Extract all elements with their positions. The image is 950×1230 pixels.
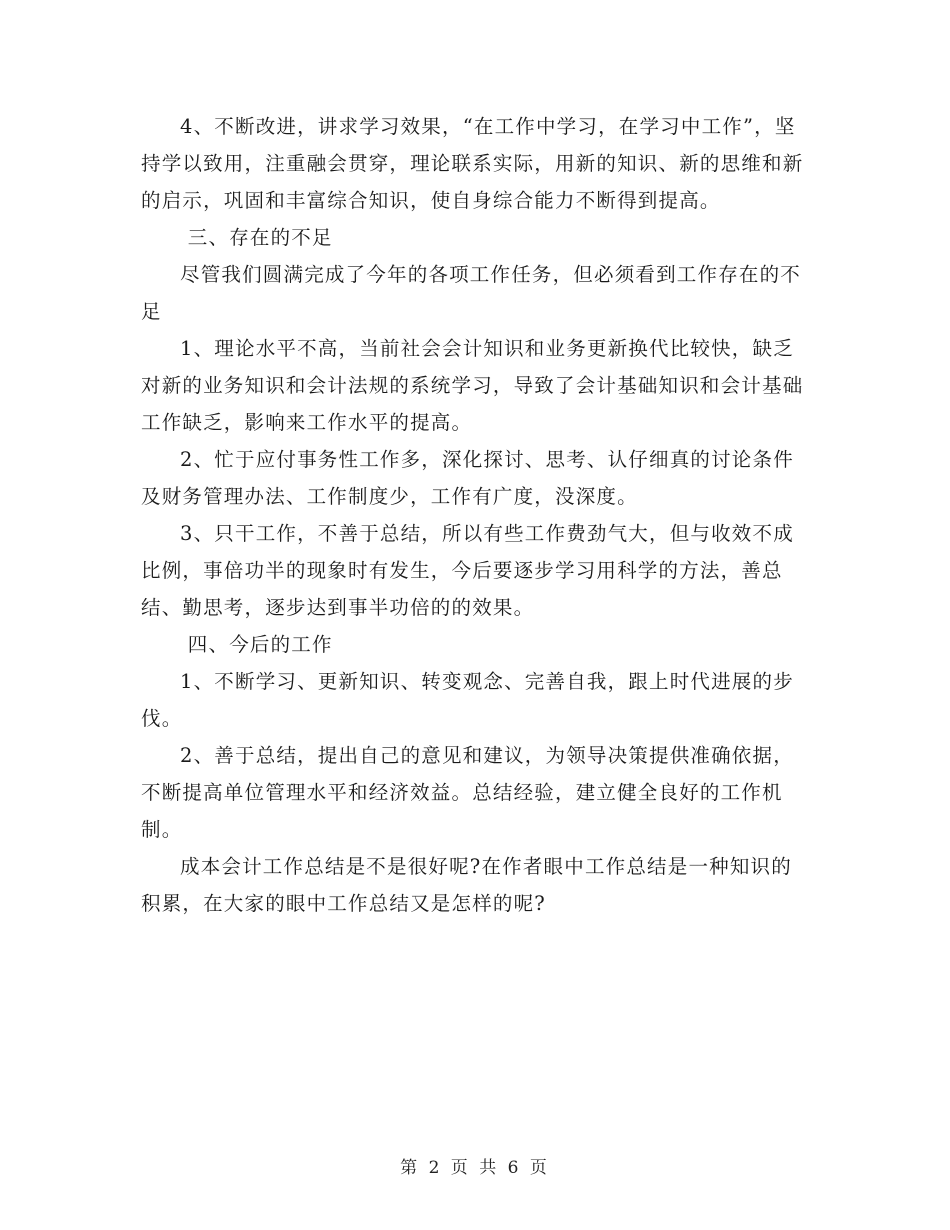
- page-number-footer: 第 2 页 共 6 页: [400, 1158, 550, 1178]
- paragraph-closing: 成本会计工作总结是不是很好呢?在作者眼中工作总结是一种知识的积累，在大家的眼中工作总结又是怎样的呢?: [141, 855, 792, 915]
- section-heading-shortcomings: 三、存在的不足: [187, 226, 333, 249]
- paragraph-shortcoming-1: 1、理论水平不高，当前社会会计知识和业务更新换代比较快，缺乏对新的业务知识和会计法规的系统学习，导致了会计基础知识和会计基础工作缺乏，影响来工作水平的提高。: [141, 337, 804, 434]
- paragraph-future-1: 1、不断学习、更新知识、转变观念、完善自我，跟上时代进展的步伐。: [141, 670, 794, 730]
- paragraph-future-2: 2、善于总结，提出自己的意见和建议，为领导决策提供准确依据，不断提高单位管理水平和经济效益。总结经验，建立健全良好的工作机制。: [141, 744, 794, 841]
- document-body: [141, 108, 811, 922]
- section-heading-future-work: 四、今后的工作: [187, 633, 333, 656]
- paragraph-shortcoming-3: 3、只干工作，不善于总结，所以有些工作费劲气大，但与收效不成比例，事倍功半的现象时有发生，今后要逐步学习用科学的方法，善总结、勤思考，逐步达到事半功倍的的效果。: [141, 522, 794, 619]
- paragraph-point-4-improve: 4、不断改进，讲求学习效果，“在工作中学习，在学习中工作”，坚持学以致用，注重融会贯穿，理论联系实际，用新的知识、新的思维和新的启示，巩固和丰富综合知识，使自身综合能力不断得到提高。: [141, 115, 804, 212]
- paragraph-shortcoming-2: 2、忙于应付事务性工作多，深化探讨、思考、认仔细真的讨论条件及财务管理办法、工作制度少，工作有广度，没深度。: [141, 448, 794, 508]
- paragraph-shortcomings-intro: 尽管我们圆满完成了今年的各项工作任务，但必须看到工作存在的不足: [141, 263, 802, 323]
